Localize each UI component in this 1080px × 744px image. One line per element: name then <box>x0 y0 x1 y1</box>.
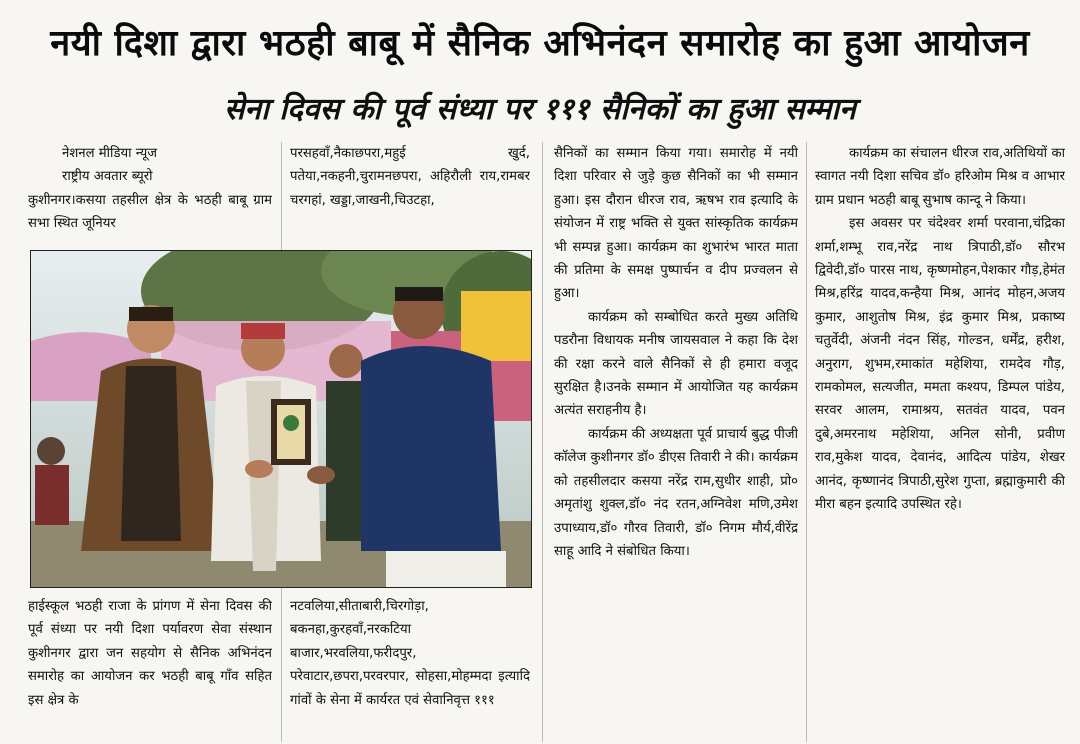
column-3 <box>554 142 798 744</box>
column-4 <box>815 142 1065 744</box>
article-body-1: हाईस्कूल भठही राजा के प्रांगण में सेना दिवस की पूर्व संध्या पर नयी दिशा पर्यावरण सेवा संस्थान कुशीनगर द्वारा जन सहयोग से सैनिक अभिनंदन समारोह का आयोजन कर भठही बाबू गाँव सहित इस क्षेत्र के <box>28 599 272 708</box>
headline: नयी दिशा द्वारा भठही बाबू में सैनिक अभिनंदन समारोह का हुआ आयोजन <box>50 23 1030 64</box>
col3-paragraph-3: कार्यक्रम की अध्यक्षता पूर्व प्राचार्य बुद्ध पीजी कॉलेज कुशीनगर डॉ० डीएस तिवारी ने की। कार्यक्रम को तहसीलदार कसया नरेंद्र राम,सुधीर शाही, प्रो० अमृतांशु शुक्ल,डॉ० नंद रतन,अग्निवेश मणि,उमेश उपाध्याय,डॉ० गौरव तिवारी, डॉ० निगम मौर्य,वीरेंद्र साहू आदि ने संबोधित किया। <box>554 426 798 559</box>
col3-paragraph-2: कार्यक्रम को सम्बोधित करते मुख्य अतिथि पडरौना विधायक मनीष जायसवाल ने कहा कि देश की रक्षा करने वाले सैनिकों से ही हमारा वजूद सुरक्षित है।उनके सम्मान में आयोजित यह कार्यक्रम अत्यंत सराहनीय है। <box>554 309 798 419</box>
column-2-bottom <box>290 595 530 744</box>
col4-paragraph-2: इस अवसर पर चंदेश्वर शर्मा परवाना,चंद्रिका शर्मा,शम्भू राव,नरेंद्र नाथ त्रिपाठी,डॉ० सौरभ द्विवेदी,डॉ० पारस नाथ, कृष्णमोहन,पेशकार गौड़,हेमंत मिश्र,हरिंद्र यादव,कन्हैया मिश्र, आनंद मोहन,अजय कुमार, आशुतोष मिश्र, इंद्र कुमार मिश्र, प्रकाष्य चतुर्वेदी, अंजनी नंदन सिंह, गोल्डन, धर्मेंद्र, हरीश, अनुराग, शुभम,रमाकांत महेशिया, रामदेव गौड़, रामकोमल, सत्यजीत, ममता कश्यप, डिम्पल पांडेय, सरवर आलम, रामाश्रय, सतवंत यादव, पवन दुबे,अमरनाथ महेशिया, अनिल सोनी, प्रवीण राव,मुकेश यादव, देवानंद, आदित्य पांडेय, शेखर आनंद, कृष्णानंद त्रिपाठी,सुरेश गुप्ता, ब्रह्माकुमारी की मीरा बहन इत्यादि उपस्थित रहे। <box>815 216 1065 513</box>
top-cropped-strip <box>0 0 1080 8</box>
article-intro: कुशीनगर।कसया तहसील क्षेत्र के भठही बाबू ग्राम सभा स्थित जूनियर <box>28 192 272 232</box>
column-2-top <box>290 142 530 240</box>
subheadline: सेना दिवस की पूर्व संध्या पर १११ सैनिकों का हुआ सम्मान <box>224 92 856 127</box>
photo-illustration <box>31 251 531 587</box>
source-line-1: नेशनल मीडिया न्यूज <box>62 146 158 161</box>
event-photo <box>30 250 532 588</box>
village-list-part2: नटवलिया,सीताबारी,चिरगोड़ा, बकनहा,कुरहवाँ,नरकटिया बाजार,भरवलिया,फरीदपुर, परेवाटार,छपरा,परवरपार, सोहसा,मोहम्मदा इत्यादि गांवों के सेना में कार्यरत एवं सेवानिवृत्त १११ <box>290 599 530 708</box>
column-1-bottom <box>28 595 272 744</box>
col3-paragraph-1: सैनिकों का सम्मान किया गया। समारोह में नयी दिशा परिवार से जुड़े कुछ सैनिकों का भी सम्मान हुआ। इस दौरान धीरज राव, ऋषभ राव इत्यादि के संयोजन में राष्ट्र भक्ति से युक्त सांस्कृतिक कार्यक्रम भी सम्पन्न हुआ। कार्यक्रम का शुभारंभ भारत माता की प्रतिमा के समक्ष पुष्पार्चन व दीप प्रज्वलन से हुआ। <box>554 146 798 302</box>
source-line-2: राष्ट्रीय अवतार ब्यूरो <box>62 169 153 185</box>
column-rule <box>542 142 543 742</box>
village-list-part1: परसहवाँ,नैकाछपरा,महुई खुर्द, पतेया,नकहनी,चुरामनछपरा, अहिरौली राय,रामबर चरगहां, खड्डा,जाखनी,चिउटहा, <box>290 146 530 208</box>
col4-paragraph-1: कार्यक्रम का संचालन धीरज राव,अतिथियों का स्वागत नयी दिशा सचिव डॉ० हरिओम मिश्र व आभार ग्राम प्रधान भठही बाबू सुभाष कान्दू ने किया। <box>815 146 1065 208</box>
column-1-top <box>28 142 272 240</box>
column-rule <box>806 142 807 742</box>
